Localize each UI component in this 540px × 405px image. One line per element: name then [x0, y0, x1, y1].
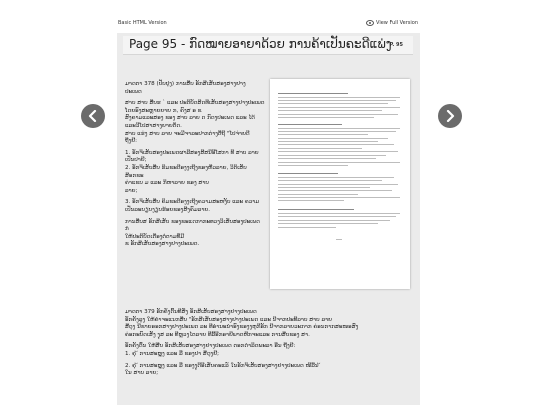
- text-line: ເປັນລະບຽບງຽບຮ້ອຍຂອງສີງຄົມລາຍ.: [125, 206, 211, 213]
- text-line: ຖືງຢີ:: [125, 138, 138, 145]
- text-line: ແລະວີໂປສາສາງຍາຍຕຶດ.: [125, 122, 182, 129]
- page-text-column: [125, 81, 265, 249]
- page-content-panel: [117, 33, 420, 405]
- text-line: ລາຍ;: [125, 187, 138, 194]
- page-number: P. 95: [389, 42, 403, 48]
- text-line: 3. ອັກຈິເສັບສືບ ຄິມຂະດີອງງເຖີງຄວາມສະຫງັບ ແລະ ຄວາມ: [125, 199, 260, 206]
- text-line: ຄ່ອກະບົດເສັ່ງ ງຸສ ລະ ທີຫຼວງໄຕລາຍ ທີລີ້ອີກອາຍີພາດຫີກຈະແລະ ການສືບຂອງ ສາ.: [125, 331, 310, 338]
- text-line: ປະເພດ: [125, 88, 142, 95]
- text-line: 2. ຄຸ ້ ການສະຫຼຸງ ແລະ ລີ່ ຂອງງຸດີອີເສັບຄະແລ໌ ໃນອັກຈິເສັບສອງສາງຢາງປະເພດ ໜີລີ້ນ ້: [125, 362, 321, 369]
- text-line: ມາດຕາ 378 (ປັບປຸງ) ການສືບ ອັກສີເສັບສອງສາງຢາງ: [125, 81, 246, 87]
- text-line: ຄ່າແຂບ ມ ແລະ ກິຫາລາຍ ຂອງ ສາບ: [125, 180, 209, 187]
- view-full-version-link[interactable]: [366, 20, 418, 26]
- text-line: ການສືບສ ອັກສີເສັບ ຂອງຂະແດກາກະທວງວິເສັບສອງປະເພດ ກໍ: [125, 218, 260, 233]
- eye-icon: [366, 20, 374, 26]
- text-line: ສາບ ສາບ ສືບຮ ` ແລະ ປະຕິບັດສິດທີເສັບສອງສາງຢາງປະເພດ: [125, 100, 265, 107]
- basic-html-version-link[interactable]: Basic HTML Version: [118, 20, 167, 26]
- text-line: 1. ຄຸ ້ ການສະຫຼຸງ ແລະ ລີ່ ຂອງປາ ສືດຸງຢີ;: [125, 350, 219, 357]
- page-thumbnail[interactable]: [270, 79, 410, 289]
- text-line: ເປັນປາຍີ;: [125, 157, 147, 164]
- text-line: ສາບ ແຮ່ງ ສາບ ລາຍ ຈະມີຈາລະປາກຕ່າງຕືຖີ "ໂປຈ່າຍດີ: [125, 130, 250, 137]
- text-line: ໃນ ສາບ ລາຍ;: [125, 370, 159, 377]
- text-line: ໃຫ້ປະຕິບັດເຕືອງຕໍ່ຕາມທີ່ມີ: [125, 233, 185, 240]
- chevron-left-icon: [87, 110, 99, 122]
- page-text-bottom: [125, 309, 413, 378]
- page-title: Page 95 - ກົດໝາຍອາຍາດ້ວຍ ການຄ້າເປັນຄະດີແພ່ງ: [129, 37, 392, 51]
- next-page-button[interactable]: [438, 104, 462, 128]
- text-line: ອັກຄັງລູງ ໃຫ້ຄໍາຈະແນກສືບ "ອັກສີເສັບສອງສາງຢາງປະເພດ ແລະ ນີຈາກປະທີລາບ ສາບ ລາຍ: [125, 316, 332, 323]
- previous-page-button[interactable]: [81, 104, 105, 128]
- text-line: 2. ອັກຈິເສັບສືບ ຮິມຂະດີອງງເຖີງຂອງຫືວລາຍ, ວິຕິເສັບສີອກຂະ: [125, 164, 247, 179]
- text-line: ສົງຄາມແລະສອງ ຂອງ ສາບ ລາຍ ດ ກົດງປະເພດ ແລະ ໄດ້: [125, 115, 255, 122]
- text-line: ມາດຕາ 379 ອັກຄັງດົ້ນທີສັ່ງ ອັກສີເສັບສອງສາງຢາງປະເພດ: [125, 309, 257, 315]
- text-line: ສືດຸງ ນີຂາຍອອກສາງຢາງປະເພດ ລະ ທີອໍານະນຳອົງຂອງງຫູກີອັກ ນີຈາກລາຍວະກາກ ຄ່ອນກາກສະໜອສົງ: [125, 324, 359, 331]
- page-title-bar: [123, 36, 413, 55]
- text-line: ອັກຄັງດົ້ນ ໃຫ້ສືບ ອັກສີເສັບສອງສາງຢາງປະເພດ ຕອກດໍາລິດພະລາ ອີ່ນ ຖືງຢີ:: [125, 343, 296, 350]
- text-line: ຂ ອັກສີເສັບສອງສາງຢາງປະເພດ.: [125, 241, 200, 248]
- text-line: ໂດຍອົງສະຫຼາຍຍາຍ ກ, ຄົງສ ອ ຂ: [125, 107, 202, 114]
- top-bar: [118, 20, 418, 30]
- view-full-version-label: View Full Version: [376, 20, 418, 26]
- text-line: 1. ອັກຈິເສັບສອງປະເພດຜາລີສອງສີສນີອີໂສກາ ທີ ສາບ ລາຍ: [125, 149, 259, 156]
- chevron-right-icon: [444, 110, 456, 122]
